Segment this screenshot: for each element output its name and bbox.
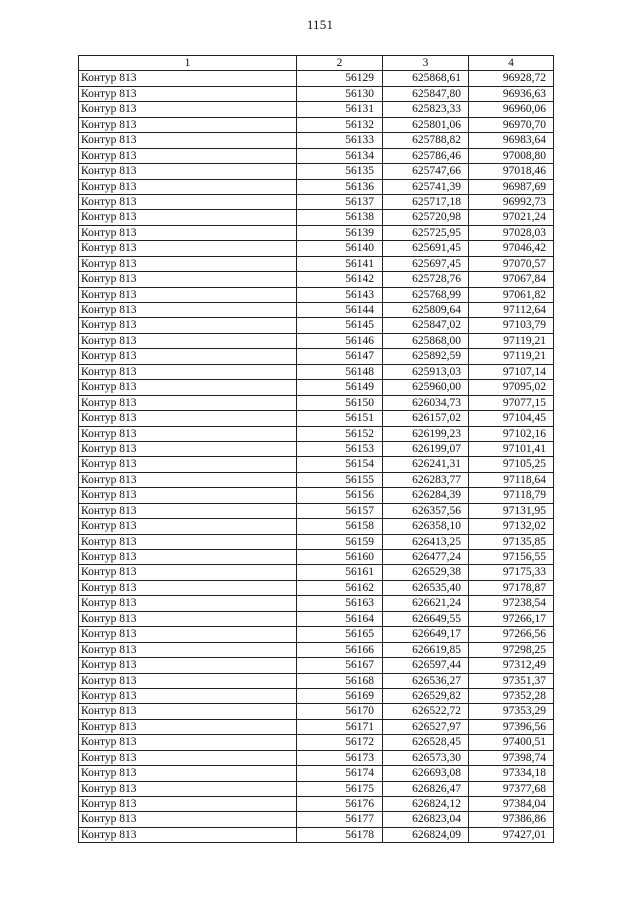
contour-name-cell: Контур 813 xyxy=(79,441,297,456)
header-col-3: 3 xyxy=(383,56,469,71)
table-row xyxy=(79,797,554,812)
y-coordinate-cell: 96928,72 xyxy=(469,71,554,86)
point-number-cell: 56163 xyxy=(297,596,383,611)
contour-name-cell: Контур 813 xyxy=(79,194,297,209)
point-number-cell: 56154 xyxy=(297,457,383,472)
table-row xyxy=(79,71,554,86)
point-number-cell: 56144 xyxy=(297,303,383,318)
table-row xyxy=(79,658,554,673)
point-number-cell: 56170 xyxy=(297,704,383,719)
table-row xyxy=(79,272,554,287)
table-row xyxy=(79,210,554,225)
contour-name-cell: Контур 813 xyxy=(79,627,297,642)
y-coordinate-cell: 97107,14 xyxy=(469,364,554,379)
contour-name-cell: Контур 813 xyxy=(79,395,297,410)
x-coordinate-cell: 625913,03 xyxy=(383,364,469,379)
point-number-cell: 56148 xyxy=(297,364,383,379)
table-row xyxy=(79,303,554,318)
contour-name-cell: Контур 813 xyxy=(79,117,297,132)
y-coordinate-cell: 96983,64 xyxy=(469,133,554,148)
x-coordinate-cell: 625720,98 xyxy=(383,210,469,225)
table-row xyxy=(79,287,554,302)
point-number-cell: 56140 xyxy=(297,241,383,256)
x-coordinate-cell: 625717,18 xyxy=(383,194,469,209)
x-coordinate-cell: 626597,44 xyxy=(383,658,469,673)
table-row xyxy=(79,117,554,132)
point-number-cell: 56156 xyxy=(297,488,383,503)
y-coordinate-cell: 96987,69 xyxy=(469,179,554,194)
y-coordinate-cell: 97352,28 xyxy=(469,688,554,703)
contour-name-cell: Контур 813 xyxy=(79,86,297,101)
point-number-cell: 56146 xyxy=(297,333,383,348)
header-col-4: 4 xyxy=(469,56,554,71)
contour-name-cell: Контур 813 xyxy=(79,611,297,626)
x-coordinate-cell: 625697,45 xyxy=(383,256,469,271)
contour-name-cell: Контур 813 xyxy=(79,133,297,148)
point-number-cell: 56141 xyxy=(297,256,383,271)
table-row xyxy=(79,411,554,426)
point-number-cell: 56171 xyxy=(297,719,383,734)
x-coordinate-cell: 625868,61 xyxy=(383,71,469,86)
x-coordinate-cell: 626284,39 xyxy=(383,488,469,503)
x-coordinate-cell: 626573,30 xyxy=(383,750,469,765)
x-coordinate-cell: 626528,45 xyxy=(383,735,469,750)
point-number-cell: 56173 xyxy=(297,750,383,765)
y-coordinate-cell: 97427,01 xyxy=(469,827,554,842)
x-coordinate-cell: 626357,56 xyxy=(383,503,469,518)
point-number-cell: 56164 xyxy=(297,611,383,626)
table-row xyxy=(79,164,554,179)
y-coordinate-cell: 96936,63 xyxy=(469,86,554,101)
y-coordinate-cell: 97118,79 xyxy=(469,488,554,503)
point-number-cell: 56145 xyxy=(297,318,383,333)
table-row xyxy=(79,673,554,688)
point-number-cell: 56160 xyxy=(297,550,383,565)
contour-name-cell: Контур 813 xyxy=(79,241,297,256)
coordinates-table xyxy=(78,55,554,843)
point-number-cell: 56135 xyxy=(297,164,383,179)
x-coordinate-cell: 625847,80 xyxy=(383,86,469,101)
table-row xyxy=(79,179,554,194)
point-number-cell: 56157 xyxy=(297,503,383,518)
contour-name-cell: Контур 813 xyxy=(79,256,297,271)
contour-name-cell: Контур 813 xyxy=(79,349,297,364)
point-number-cell: 56136 xyxy=(297,179,383,194)
table-row xyxy=(79,812,554,827)
point-number-cell: 56161 xyxy=(297,565,383,580)
x-coordinate-cell: 626649,17 xyxy=(383,627,469,642)
x-coordinate-cell: 626824,12 xyxy=(383,797,469,812)
x-coordinate-cell: 626199,07 xyxy=(383,441,469,456)
point-number-cell: 56159 xyxy=(297,534,383,549)
y-coordinate-cell: 96970,70 xyxy=(469,117,554,132)
x-coordinate-cell: 625741,39 xyxy=(383,179,469,194)
contour-name-cell: Контур 813 xyxy=(79,380,297,395)
x-coordinate-cell: 625809,64 xyxy=(383,303,469,318)
contour-name-cell: Контур 813 xyxy=(79,472,297,487)
x-coordinate-cell: 626522,72 xyxy=(383,704,469,719)
y-coordinate-cell: 97118,64 xyxy=(469,472,554,487)
header-row xyxy=(79,56,554,71)
y-coordinate-cell: 97132,02 xyxy=(469,519,554,534)
y-coordinate-cell: 96960,06 xyxy=(469,102,554,117)
table-row xyxy=(79,503,554,518)
y-coordinate-cell: 97119,21 xyxy=(469,349,554,364)
contour-name-cell: Контур 813 xyxy=(79,704,297,719)
table-row xyxy=(79,596,554,611)
x-coordinate-cell: 626477,24 xyxy=(383,550,469,565)
y-coordinate-cell: 97266,56 xyxy=(469,627,554,642)
point-number-cell: 56131 xyxy=(297,102,383,117)
x-coordinate-cell: 626283,77 xyxy=(383,472,469,487)
contour-name-cell: Контур 813 xyxy=(79,766,297,781)
contour-name-cell: Контур 813 xyxy=(79,210,297,225)
y-coordinate-cell: 97095,02 xyxy=(469,380,554,395)
x-coordinate-cell: 626199,23 xyxy=(383,426,469,441)
table-row xyxy=(79,86,554,101)
table-row xyxy=(79,194,554,209)
y-coordinate-cell: 97384,04 xyxy=(469,797,554,812)
coordinates-table-container xyxy=(78,55,553,843)
page-number: 1151 xyxy=(306,17,334,32)
contour-name-cell: Контур 813 xyxy=(79,750,297,765)
contour-name-cell: Контур 813 xyxy=(79,781,297,796)
x-coordinate-cell: 625892,59 xyxy=(383,349,469,364)
contour-name-cell: Контур 813 xyxy=(79,457,297,472)
contour-name-cell: Контур 813 xyxy=(79,225,297,240)
x-coordinate-cell: 625728,76 xyxy=(383,272,469,287)
table-row xyxy=(79,472,554,487)
y-coordinate-cell: 97112,64 xyxy=(469,303,554,318)
table-row xyxy=(79,688,554,703)
contour-name-cell: Контур 813 xyxy=(79,303,297,318)
table-row xyxy=(79,704,554,719)
y-coordinate-cell: 97334,18 xyxy=(469,766,554,781)
y-coordinate-cell: 97386,86 xyxy=(469,812,554,827)
contour-name-cell: Контур 813 xyxy=(79,642,297,657)
table-row xyxy=(79,642,554,657)
x-coordinate-cell: 625801,06 xyxy=(383,117,469,132)
point-number-cell: 56165 xyxy=(297,627,383,642)
contour-name-cell: Контур 813 xyxy=(79,364,297,379)
y-coordinate-cell: 97119,21 xyxy=(469,333,554,348)
y-coordinate-cell: 97398,74 xyxy=(469,750,554,765)
contour-name-cell: Контур 813 xyxy=(79,179,297,194)
table-row xyxy=(79,781,554,796)
table-body xyxy=(79,71,554,843)
y-coordinate-cell: 97266,17 xyxy=(469,611,554,626)
contour-name-cell: Контур 813 xyxy=(79,673,297,688)
x-coordinate-cell: 625786,46 xyxy=(383,148,469,163)
y-coordinate-cell: 97105,25 xyxy=(469,457,554,472)
y-coordinate-cell: 97135,85 xyxy=(469,534,554,549)
x-coordinate-cell: 626824,09 xyxy=(383,827,469,842)
y-coordinate-cell: 97353,29 xyxy=(469,704,554,719)
table-header xyxy=(79,56,554,71)
x-coordinate-cell: 626621,24 xyxy=(383,596,469,611)
point-number-cell: 56168 xyxy=(297,673,383,688)
table-row xyxy=(79,333,554,348)
point-number-cell: 56137 xyxy=(297,194,383,209)
contour-name-cell: Контур 813 xyxy=(79,596,297,611)
point-number-cell: 56132 xyxy=(297,117,383,132)
y-coordinate-cell: 97178,87 xyxy=(469,580,554,595)
contour-name-cell: Контур 813 xyxy=(79,812,297,827)
point-number-cell: 56166 xyxy=(297,642,383,657)
y-coordinate-cell: 97396,56 xyxy=(469,719,554,734)
point-number-cell: 56151 xyxy=(297,411,383,426)
table-row xyxy=(79,735,554,750)
x-coordinate-cell: 626527,97 xyxy=(383,719,469,734)
table-row xyxy=(79,488,554,503)
x-coordinate-cell: 625960,00 xyxy=(383,380,469,395)
y-coordinate-cell: 97238,54 xyxy=(469,596,554,611)
contour-name-cell: Контур 813 xyxy=(79,164,297,179)
header-col-2: 2 xyxy=(297,56,383,71)
table-row xyxy=(79,225,554,240)
point-number-cell: 56152 xyxy=(297,426,383,441)
point-number-cell: 56143 xyxy=(297,287,383,302)
y-coordinate-cell: 97077,15 xyxy=(469,395,554,410)
contour-name-cell: Контур 813 xyxy=(79,534,297,549)
table-row xyxy=(79,611,554,626)
contour-name-cell: Контур 813 xyxy=(79,827,297,842)
point-number-cell: 56177 xyxy=(297,812,383,827)
contour-name-cell: Контур 813 xyxy=(79,411,297,426)
contour-name-cell: Контур 813 xyxy=(79,688,297,703)
table-row xyxy=(79,534,554,549)
x-coordinate-cell: 626413,25 xyxy=(383,534,469,549)
contour-name-cell: Контур 813 xyxy=(79,519,297,534)
x-coordinate-cell: 625788,82 xyxy=(383,133,469,148)
point-number-cell: 56138 xyxy=(297,210,383,225)
table-row xyxy=(79,550,554,565)
point-number-cell: 56153 xyxy=(297,441,383,456)
point-number-cell: 56133 xyxy=(297,133,383,148)
contour-name-cell: Контур 813 xyxy=(79,148,297,163)
table-row xyxy=(79,318,554,333)
x-coordinate-cell: 626649,55 xyxy=(383,611,469,626)
x-coordinate-cell: 626034,73 xyxy=(383,395,469,410)
x-coordinate-cell: 626157,02 xyxy=(383,411,469,426)
contour-name-cell: Контур 813 xyxy=(79,580,297,595)
point-number-cell: 56129 xyxy=(297,71,383,86)
point-number-cell: 56162 xyxy=(297,580,383,595)
table-row xyxy=(79,766,554,781)
y-coordinate-cell: 97351,37 xyxy=(469,673,554,688)
y-coordinate-cell: 97400,51 xyxy=(469,735,554,750)
table-row xyxy=(79,457,554,472)
table-row xyxy=(79,349,554,364)
point-number-cell: 56167 xyxy=(297,658,383,673)
table-row xyxy=(79,256,554,271)
contour-name-cell: Контур 813 xyxy=(79,333,297,348)
contour-name-cell: Контур 813 xyxy=(79,658,297,673)
y-coordinate-cell: 97312,49 xyxy=(469,658,554,673)
point-number-cell: 56169 xyxy=(297,688,383,703)
point-number-cell: 56175 xyxy=(297,781,383,796)
contour-name-cell: Контур 813 xyxy=(79,503,297,518)
point-number-cell: 56178 xyxy=(297,827,383,842)
y-coordinate-cell: 97298,25 xyxy=(469,642,554,657)
x-coordinate-cell: 626536,27 xyxy=(383,673,469,688)
x-coordinate-cell: 625747,66 xyxy=(383,164,469,179)
table-row xyxy=(79,102,554,117)
x-coordinate-cell: 625823,33 xyxy=(383,102,469,117)
x-coordinate-cell: 626693,08 xyxy=(383,766,469,781)
y-coordinate-cell: 97018,46 xyxy=(469,164,554,179)
table-row xyxy=(79,380,554,395)
x-coordinate-cell: 626826,47 xyxy=(383,781,469,796)
x-coordinate-cell: 625868,00 xyxy=(383,333,469,348)
point-number-cell: 56158 xyxy=(297,519,383,534)
contour-name-cell: Контур 813 xyxy=(79,565,297,580)
point-number-cell: 56174 xyxy=(297,766,383,781)
table-row xyxy=(79,719,554,734)
y-coordinate-cell: 97021,24 xyxy=(469,210,554,225)
table-row xyxy=(79,565,554,580)
x-coordinate-cell: 626529,82 xyxy=(383,688,469,703)
contour-name-cell: Контур 813 xyxy=(79,71,297,86)
x-coordinate-cell: 625847,02 xyxy=(383,318,469,333)
contour-name-cell: Контур 813 xyxy=(79,550,297,565)
x-coordinate-cell: 625768,99 xyxy=(383,287,469,302)
point-number-cell: 56150 xyxy=(297,395,383,410)
y-coordinate-cell: 97067,84 xyxy=(469,272,554,287)
point-number-cell: 56142 xyxy=(297,272,383,287)
y-coordinate-cell: 97102,16 xyxy=(469,426,554,441)
point-number-cell: 56139 xyxy=(297,225,383,240)
table-row xyxy=(79,580,554,595)
point-number-cell: 56155 xyxy=(297,472,383,487)
contour-name-cell: Контур 813 xyxy=(79,797,297,812)
x-coordinate-cell: 626529,38 xyxy=(383,565,469,580)
x-coordinate-cell: 625691,45 xyxy=(383,241,469,256)
point-number-cell: 56147 xyxy=(297,349,383,364)
point-number-cell: 56176 xyxy=(297,797,383,812)
contour-name-cell: Контур 813 xyxy=(79,318,297,333)
point-number-cell: 56172 xyxy=(297,735,383,750)
contour-name-cell: Контур 813 xyxy=(79,488,297,503)
table-row xyxy=(79,827,554,842)
point-number-cell: 56130 xyxy=(297,86,383,101)
point-number-cell: 56149 xyxy=(297,380,383,395)
table-row xyxy=(79,148,554,163)
contour-name-cell: Контур 813 xyxy=(79,719,297,734)
table-row xyxy=(79,241,554,256)
x-coordinate-cell: 626241,31 xyxy=(383,457,469,472)
y-coordinate-cell: 97377,68 xyxy=(469,781,554,796)
x-coordinate-cell: 626358,10 xyxy=(383,519,469,534)
y-coordinate-cell: 97104,45 xyxy=(469,411,554,426)
table-row xyxy=(79,519,554,534)
contour-name-cell: Контур 813 xyxy=(79,102,297,117)
y-coordinate-cell: 97008,80 xyxy=(469,148,554,163)
y-coordinate-cell: 97061,82 xyxy=(469,287,554,302)
header-col-1: 1 xyxy=(79,56,297,71)
y-coordinate-cell: 97028,03 xyxy=(469,225,554,240)
x-coordinate-cell: 625725,95 xyxy=(383,225,469,240)
contour-name-cell: Контур 813 xyxy=(79,287,297,302)
x-coordinate-cell: 626619,85 xyxy=(383,642,469,657)
y-coordinate-cell: 97046,42 xyxy=(469,241,554,256)
table-row xyxy=(79,395,554,410)
table-row xyxy=(79,750,554,765)
contour-name-cell: Контур 813 xyxy=(79,735,297,750)
y-coordinate-cell: 97156,55 xyxy=(469,550,554,565)
y-coordinate-cell: 97131,95 xyxy=(469,503,554,518)
table-row xyxy=(79,441,554,456)
table-row xyxy=(79,426,554,441)
y-coordinate-cell: 97103,79 xyxy=(469,318,554,333)
x-coordinate-cell: 626823,04 xyxy=(383,812,469,827)
y-coordinate-cell: 97101,41 xyxy=(469,441,554,456)
y-coordinate-cell: 97175,33 xyxy=(469,565,554,580)
y-coordinate-cell: 96992,73 xyxy=(469,194,554,209)
table-row xyxy=(79,627,554,642)
contour-name-cell: Контур 813 xyxy=(79,426,297,441)
x-coordinate-cell: 626535,40 xyxy=(383,580,469,595)
point-number-cell: 56134 xyxy=(297,148,383,163)
table-row xyxy=(79,133,554,148)
y-coordinate-cell: 97070,57 xyxy=(469,256,554,271)
table-row xyxy=(79,364,554,379)
contour-name-cell: Контур 813 xyxy=(79,272,297,287)
